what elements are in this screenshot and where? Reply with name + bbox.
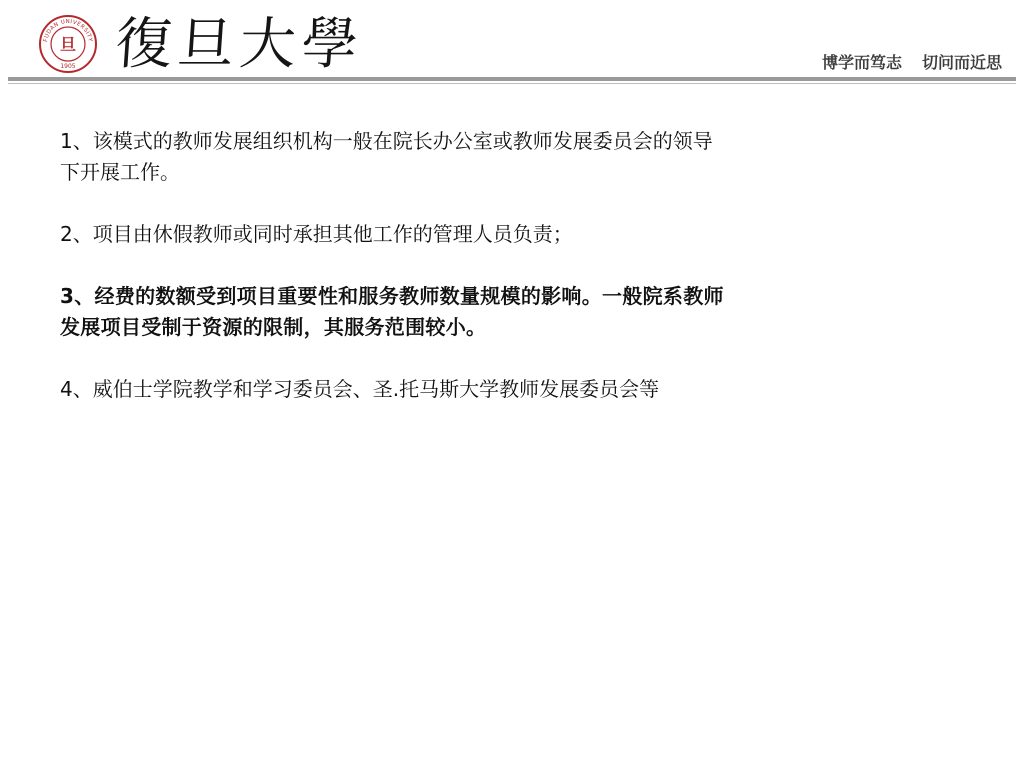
header-divider — [8, 77, 1016, 81]
list-item — [60, 281, 910, 343]
list-item — [60, 219, 910, 250]
motto — [822, 50, 1002, 73]
university-logo-text: 復旦大學 — [113, 12, 366, 77]
seal-top-text: FUDAN UNIVERSITY — [43, 18, 93, 43]
list-item — [60, 126, 910, 188]
item-text-line: 3、经费的数额受到项目重要性和服务教师数量规模的影响。一般院系教师 — [60, 284, 724, 308]
slide-header — [0, 0, 1024, 84]
seal-year: 1905 — [60, 63, 76, 70]
university-seal-icon — [38, 14, 98, 74]
motto-left: 博学而笃志 — [821, 53, 902, 72]
item-text-line: 2、项目由休假教师或同时承担其他工作的管理人员负责； — [60, 222, 573, 246]
item-text-line: 下开展工作。 — [60, 160, 180, 184]
item-text-line: 4、威伯士学院教学和学习委员会、圣.托马斯大学教师发展委员会等 — [60, 377, 660, 401]
item-text-line: 发展项目受制于资源的限制，其服务范围较小。 — [60, 315, 487, 339]
header-divider-thin — [8, 83, 1016, 84]
list-item — [60, 374, 910, 405]
slide-content — [60, 126, 910, 436]
seal-center-char: 旦 — [59, 35, 77, 54]
motto-right: 切问而近思 — [921, 53, 1002, 72]
item-text-line: 1、该模式的教师发展组织机构一般在院长办公室或教师发展委员会的领导 — [60, 129, 713, 153]
